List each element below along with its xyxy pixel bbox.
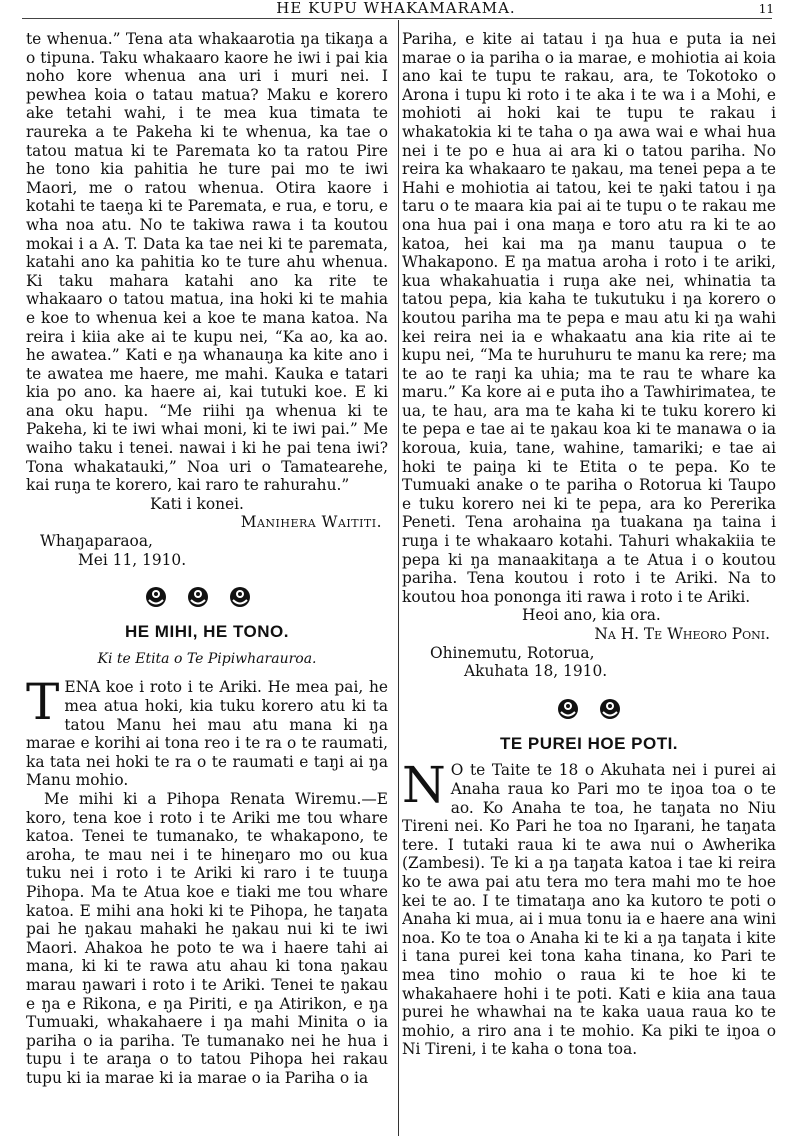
place-line: Ohinemutu, Rotorua, bbox=[430, 643, 595, 662]
left-column bbox=[26, 30, 388, 1136]
header-rule bbox=[22, 18, 772, 19]
paragraph-text: O te Taite te 18 o Akuhata nei i purei ai Anaha raua ko Pari mo te iŋoa toa o te ao. Ko Anaha te toa, he taŋata no Niu Tireni nei. Ko Pari he toa no Iŋarani, he taŋata tere. I tutaki raua ki te awa nui o Awherika (Zambesi). Te ki a ŋa taŋata katoa i tae ki reira ko te awa pai atu tera mo tera mahi mo te hoe kei te ao. I te timataŋa ano ka kutoro te poti o Anaha ki mua, ai i mua tonu ia e haere ana wini noa. Ko te toa o Anaha ki te ki a ŋa taŋata i kite i tana purei kei tona kaha tinana, ko Pari te mea tino mohio o raua ki te hoe ki te whakahaere hohi i te poti. Kati e kiia ana taua purei he whawhai na te kaka uaua raua ko te mohio, a riro ana i te mohio. Ka piki te iŋoa o Ni Tireni, i te kaha o tona toa. bbox=[402, 761, 776, 1059]
date-line: Akuhata 18, 1910. bbox=[464, 662, 608, 681]
date-line: Mei 11, 1910. bbox=[78, 550, 187, 569]
ornament-row bbox=[402, 697, 776, 721]
page-header bbox=[0, 0, 792, 20]
ornament-row bbox=[26, 585, 388, 609]
drop-cap: N bbox=[402, 756, 446, 815]
article-headline: HE MIHI, HE TONO. bbox=[124, 622, 290, 642]
paragraph-text: ENA koe i roto i te Ariki. He mea pai, he mea atua hoki, kia tuku korero atu ki ta tatou Manu hei mau atu mana ki ŋa marae e korihi ai tona reo i te ra o te raumati, ka tata nei hoki te ra o te raumati e taŋi ai ŋa Manu mohio. bbox=[26, 678, 388, 790]
closing-line: Heoi ano, kia ora. bbox=[522, 606, 661, 625]
continued-paragraph: te whenua.” Tena ata whakaarotia ŋa tikaŋa a o tipuna. Taku whakaaro kaore he iwi i pai kia noho kore whenua ana uri i muri nei. I pewhea koia o tatau matua? Maku e korero ake tetahi wahi, i te mea kua timata te raureka a te Pakeha ki te whenua, ka tae o tatou matua ki te Paremata ko ta ratou Pire he tono kia pahitia he ture pai mo te iwi Maori, me o ratou whenua. Otira kaore i kotahi te taeŋa ki te Paremata, e rua, e toru, e wha noa atu. No te takiwa rawa i ta koutou mokai i a A. T. Data ka tae nei ki te paremata, katahi ano ka pahitia ko te ture ahu whenua. Ki taku mahara katahi ano ka rite te whakaaro o tatou matua, ina hoki ki te mahia e koe to whenua kei a koe te mana katoa. Na reira i kiia ake ai te kupu nei, “Ka ao, ka ao. he awatea.” Kati e ŋa whanauŋa ka kite ano i te awatea me haere, me mahi. Kauka e tatari kia po ano. ka haere ai, kai tutuki koe. E ki ana oku hapu. “Me riihi ŋa whenua ki te Pakeha, ki te iwi whai moni, ki te iwi pai.” Me waiho taku i tenei. nawai i ki he pai tena iwi? Tona whakatauki,” Noa uri o Tamatearehe, kai ruŋa te korero, kai raro te rahurahu.” bbox=[26, 30, 388, 495]
author-signature: Na H. Te Wheoro Poni. bbox=[594, 625, 770, 643]
flower-ornament-icon bbox=[186, 585, 210, 609]
article-first-paragraph bbox=[402, 756, 776, 1059]
running-title: HE KUPU WHAKAMARAMA. bbox=[276, 0, 516, 17]
drop-cap: T bbox=[26, 673, 60, 732]
place-line: Whaŋaparaoa, bbox=[40, 532, 153, 551]
author-signature: Manihera Waititi. bbox=[240, 513, 382, 532]
article-first-paragraph bbox=[26, 673, 388, 790]
article-headline: TE PUREI HOE POTI. bbox=[499, 733, 679, 753]
article-paragraph: Me mihi ki a Pihopa Renata Wiremu.—E koro, tena koe i roto i te Ariki me tou whare katoa. Tenei te tumanako, te whakapono, te aroha, te mau nei i te hineŋaro mo ou kua tuku nei i roto i te Ariki ki raro i te tuuŋa Pihopa. Ma te Atua koe e tiaki me tou whare katoa. E mihi ana hoki ki te Pihopa, he taŋata pai he ŋakau mahaki he ŋakau nui ki te iwi Maori. Ahakoa he poto te wa i haere tahi ai mana, ki ki te rawa atu ahau ki tona ŋakau marau ŋawari i roto i te Ariki. Tenei te ŋakau e ŋa e Rikona, e ŋa Piriti, e ŋa Atirikon, e ŋa Tumuaki, whakahaere i ŋa mahi Minita o ia pariha o ia pariha. Te tumanako nei he hua i tupu i te araŋa o to tatou Pihopa hei rakau tupu ki ia marae ki ia marae o ia Pariha o ia bbox=[26, 789, 388, 1087]
column-divider bbox=[398, 20, 399, 1136]
closing-line: Kati i konei. bbox=[150, 494, 244, 513]
article-byline: Ki te Etita o Te Pipiwharauroa. bbox=[97, 650, 317, 667]
flower-ornament-icon bbox=[598, 697, 622, 721]
right-column bbox=[402, 30, 776, 1136]
flower-ornament-icon bbox=[228, 585, 252, 609]
page-number: 11 bbox=[758, 2, 774, 16]
flower-ornament-icon bbox=[556, 697, 580, 721]
flower-ornament-icon bbox=[144, 585, 168, 609]
continued-paragraph: Pariha, e kite ai tatau i ŋa hua e puta ia nei marae o ia pariha o ia marae, e mohiotia ai koia ano kai te tupu te rakau, ara, te Tokotoko o Arona i tupu ki roto i te aka i te wa i a Mohi, e mohioti ai hoki kai te tupu te rakau i whakatokia ki te taha o ŋa awa wai e whai hua nei i te po e hua ai ara ki o tatou pariha. No reira ka whakaaro te ŋakau, ma tenei pepa a te Hahi e mohiotia ai tatou, kei te ŋaki tatou i ŋa taru o te maara kia pai ai te tupu o te rakau me ona hua pai i ona maŋa e toro atu ra ki te ao katoa, hei kai ma ŋa manu taupua o te Whakapono. E ŋa matua aroha i roto i te ariki, kua whakahuatia i ruŋa ake nei, whinatia ta tatou pepa, kia kaha te tukutuku i ŋa korero o koutou pariha ma te pepa e mau atu ki ŋa wahi kei reira nei ia e whakaatu ana kia rite ai te kupu nei, “Ma te huruhuru te manu ka rere; ma te ao te raŋi ka uhia; ma te rau te whare ka maru.” Ka kore ai e puta iho a Tawhirimatea, te ua, te hau, ara ma te kaha ki te tuku korero ki te pepa e tae ai te ŋakau koa ki te manawa o ia koroua, kuia, tane, wahine, tamariki; e tae ai hoki te paiŋa ki te Etita o te pepa. Ko te Tumuaki anake o te pariha o Rotorua ki Taupo e tuku korero nei ki te pepa, ara ko Pererika Peneti. Tena arohaina ŋa tuakana ŋa taina i ruŋa i te whakaaro kotahi. Tahuri whakakiia te pepa ki ŋa manaakitaŋa a te Atua i o koutou pariha. Tena koutou i roto i te Ariki. Na to koutou hoa pononga iti rawa i roto i te Ariki. bbox=[402, 30, 776, 606]
